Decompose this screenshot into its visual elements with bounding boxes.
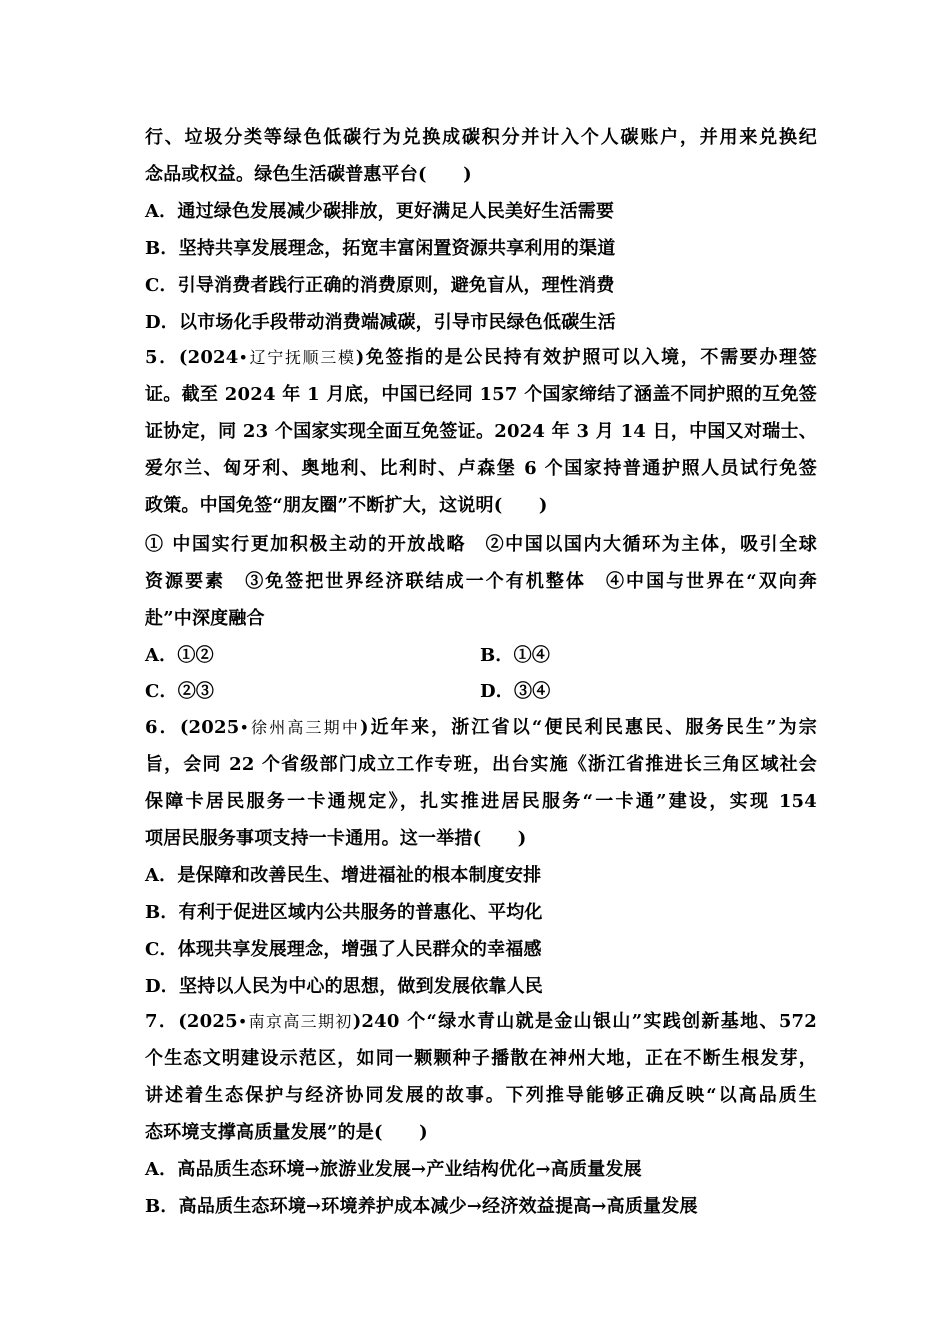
q4-text-line: 念品或权益。绿色生活碳普惠平台( ) — [145, 164, 472, 185]
q5-first-rest: )免签指的是公民持有效护照可以入境，不需要办理签 — [355, 347, 817, 368]
q5-option-d: D．③④ — [480, 681, 551, 702]
q4-option-a: A．通过绿色发展减少碳排放，更好满足人民美好生活需要 — [145, 201, 615, 222]
q6-first-line — [145, 716, 817, 740]
q6-text-line: 保障卡居民服务一卡通规定》，扎实推进居民服务“一卡通”建设，实现 154 — [145, 791, 817, 812]
q5-option-c: C．②③ — [145, 681, 215, 702]
q6-option-c: C．体现共享发展理念，增强了人民群众的幸福感 — [145, 939, 542, 960]
q7-text-line: 讲述着生态保护与经济协同发展的故事。下列推导能够正确反映“以高品质生 — [145, 1085, 817, 1106]
q7-number: 7．(2025 — [145, 1011, 238, 1032]
q6-text-line: 项居民服务事项支持一卡通用。这一举措( ) — [145, 828, 527, 849]
q4-option-b: B．坚持共享发展理念，拓宽丰富闲置资源共享利用的渠道 — [145, 238, 616, 259]
q6-first-rest: )近年来，浙江省以“便民利民惠民、服务民生”为宗 — [359, 717, 817, 738]
q5-source: •辽宁抚顺三模 — [238, 348, 356, 367]
q7-text-line: 个生态文明建设示范区，如同一颗颗种子播散在神州大地，正在不断生根发芽， — [145, 1048, 817, 1069]
q4-text-line: 行、垃圾分类等绿色低碳行为兑换成碳积分并计入个人碳账户，并用来兑换纪 — [145, 127, 817, 148]
q6-option-d: D．坚持以人民为中心的思想，做到发展依靠人民 — [145, 976, 544, 997]
q6-source: •徐州高三期中 — [239, 718, 360, 737]
q7-text-line: 态环境支撑高质量发展”的是( ) — [145, 1122, 428, 1143]
q5-text-line: 证协定，同 23 个国家实现全面互免签证。2024 年 3 月 14 日，中国又对瑞士、 — [145, 421, 817, 442]
q5-text-line: 政策。中国免签“朋友圈”不断扩大，这说明( ) — [145, 495, 548, 516]
q4-option-c: C．引导消费者践行正确的消费原则，避免盲从，理性消费 — [145, 275, 615, 296]
q6-option-b: B．有利于促进区域内公共服务的普惠化、平均化 — [145, 902, 543, 923]
q6-option-a: A．是保障和改善民生、增进福祉的根本制度安排 — [145, 865, 542, 886]
q7-source: •南京高三期初 — [237, 1012, 353, 1031]
q7-option-a: A．高品质生态环境→旅游业发展→产业结构优化→高质量发展 — [145, 1159, 642, 1180]
q6-text-line: 旨，会同 22 个省级部门成立工作专班，出台实施《浙江省推进长三角区域社会 — [145, 754, 817, 775]
q5-text-line: 爱尔兰、匈牙利、奥地利、比利时、卢森堡 6 个国家持普通护照人员试行免签 — [145, 458, 817, 479]
q5-first-line — [145, 346, 817, 370]
q5-option-a: A．①② — [145, 645, 214, 666]
q6-number: 6．(2025 — [145, 717, 240, 738]
q4-option-d: D．以市场化手段带动消费端减碳，引导市民绿色低碳生活 — [145, 312, 616, 333]
q5-statement-line: 赴”中深度融合 — [145, 608, 265, 629]
q7-first-line — [145, 1010, 817, 1034]
q5-statement-line: 资源要素 ③免签把世界经济联结成一个有机整体 ④中国与世界在“双向奔 — [145, 571, 817, 592]
q7-option-b: B．高品质生态环境→环境养护成本减少→经济效益提高→高质量发展 — [145, 1196, 698, 1217]
q7-first-rest: )240 个“绿水青山就是金山银山”实践创新基地、572 — [352, 1011, 817, 1032]
q5-option-b: B．①④ — [480, 645, 551, 666]
q5-text-line: 证。截至 2024 年 1 月底，中国已经同 157 个国家缔结了涵盖不同护照的互免签 — [145, 384, 817, 405]
q5-statement-line: ① 中国实行更加积极主动的开放战略 ②中国以国内大循环为主体，吸引全球 — [145, 534, 817, 555]
q5-number: 5．(2024 — [145, 347, 239, 368]
